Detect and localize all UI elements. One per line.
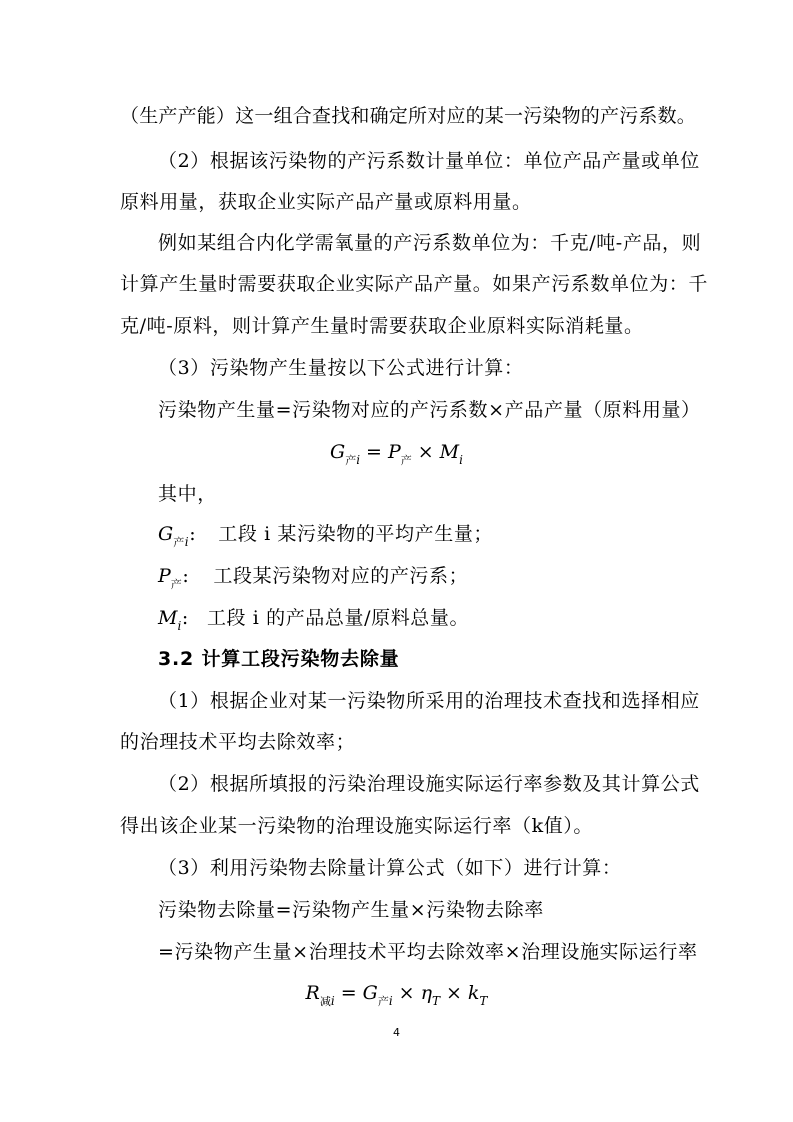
section-heading: 3.2 计算工段污染物去除量 [158,648,400,670]
paragraph-line: （1）根据企业对某一污染物所采用的治理技术查找和选择相应 [158,690,700,712]
formula-removal: $R_{减i} = G_{产i} \times \eta_T \times k_T$ [305,982,488,1008]
paragraph-line: （生产产能）这一组合查找和确定所对应的某一污染物的产污系数。 [120,105,697,127]
paragraph-line: （2）根据所填报的污染治理设施实际运行率参数及其计算公式 [158,773,700,795]
paragraph-line: （3）利用污染物去除量计算公式（如下）进行计算： [158,857,622,879]
paragraph-line: =污染物产生量×治理技术平均去除效率×治理设施实际运行率 [158,941,698,963]
page-number: 4 [393,1026,400,1039]
paragraph-line: 例如某组合内化学需氧量的产污系数单位为：千克/吨-产品，则 [158,232,702,254]
paragraph-line: 克/吨-原料，则计算产生量时需要获取企业原料实际消耗量。 [120,315,644,337]
definition-line: $G_{产i}$: 工段 i 某污染物的平均产生量； [158,523,494,549]
paragraph-line: 计算产生量时需要获取企业实际产品产量。如果产污系数单位为：千 [120,273,709,295]
paragraph-line: 得出该企业某一污染物的治理设施实际运行率（k值）。 [120,815,594,837]
paragraph-line: （3）污染物产生量按以下公式进行计算： [158,357,524,379]
paragraph-line: 污染物去除量=污染物产生量×污染物去除率 [158,899,544,921]
paragraph-line: 的治理技术平均去除效率； [120,731,356,753]
definition-line: $P_产$: 工段某污染物对应的产污系； [158,565,469,591]
paragraph-line: 其中， [158,483,217,505]
paragraph-line: 原料用量，获取企业实际产品产量或原料用量。 [120,191,532,213]
paragraph-line: （2）根据该污染物的产污系数计量单位：单位产品产量或单位 [158,150,700,172]
paragraph-line: 污染物产生量=污染物对应的产污系数×产品产量（原料用量） [158,399,701,421]
formula-generation: $G_{产i} = P_产 \times M_i$ [330,441,463,467]
definition-line: $M_i$: 工段 i 的产品总量/原料总量。 [158,607,470,633]
